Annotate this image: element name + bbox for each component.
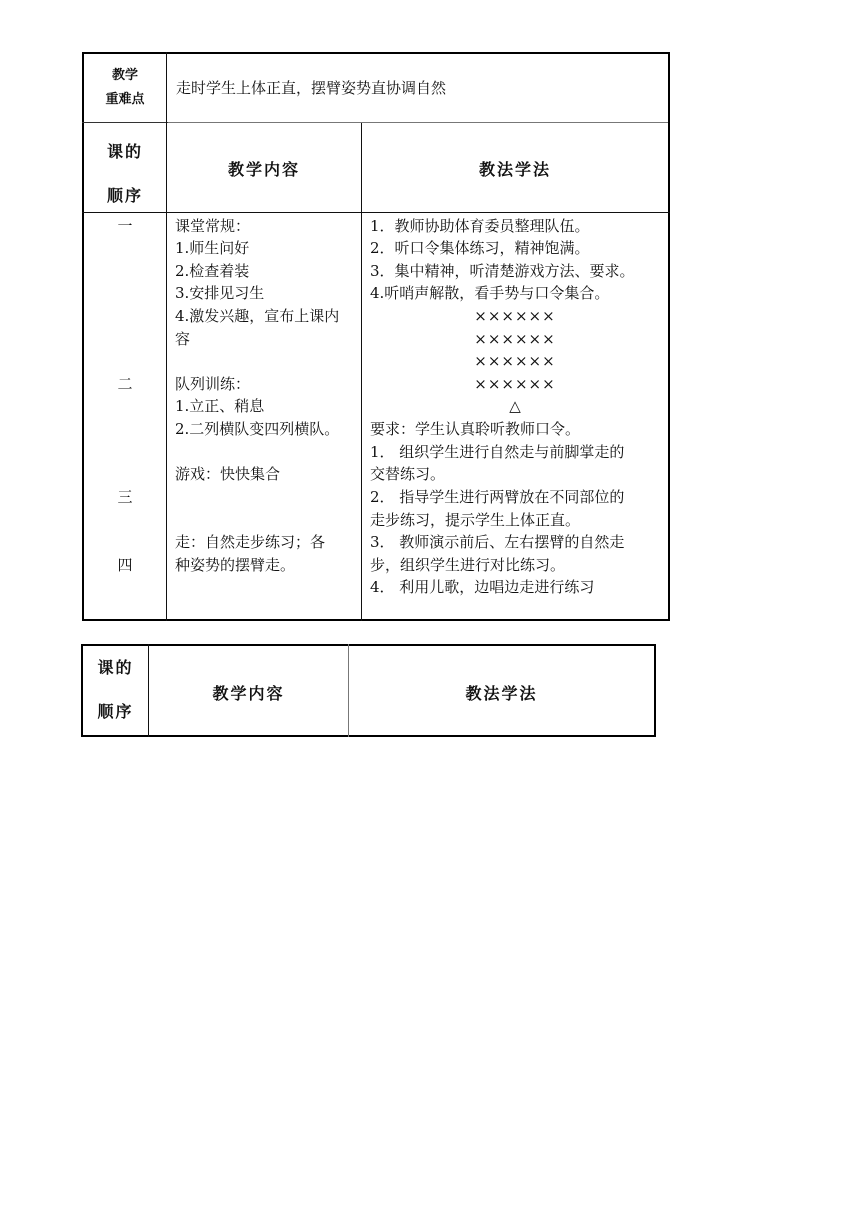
formation-row: ×××××× [474,375,556,393]
method-line: 2． 指导学生进行两臂放在不同部位的 [370,488,625,506]
order-item: 一 [117,217,133,235]
table-border-right [654,644,656,737]
key-difficulty-text: 走时学生上体正直，摆臂姿势直协调自然 [176,79,447,97]
method-line: 3．集中精神，听清楚游戏方法、要求。 [370,262,635,280]
key-difficulty-label-line1: 教学 [111,68,138,83]
method-line: 2．听口令集体练习，精神饱满。 [370,239,590,257]
content-line: 2.检查着装 [175,262,250,280]
content-header: 教学内容 [212,684,285,703]
table-border-right [668,52,670,621]
method-header: 教法学法 [465,684,538,703]
content-line: 4.激发兴趣，宣布上课内 [175,307,340,325]
order-header-line2: 顺序 [106,186,143,205]
order-item: 二 [117,375,133,393]
table-border-bottom [82,619,670,621]
formation-row: ×××××× [474,307,556,325]
table-border-top [82,52,670,54]
content-line: 走：自然走步练习；各 [175,533,326,551]
method-line: 4.听哨声解散，看手势与口令集合。 [370,284,610,302]
table-border-bottom [81,735,656,737]
key-difficulty-label [84,64,166,112]
method-line: 步，组织学生进行对比练习。 [370,556,566,574]
column-divider [361,123,362,621]
content-line: 游戏：快快集合 [175,465,281,483]
row-divider [166,122,668,123]
method-line: 要求：学生认真聆听教师口令。 [370,420,581,438]
method-line: 交替练习。 [370,465,446,483]
order-item: 三 [117,488,133,506]
table-border-top [81,644,656,646]
content-line: 3.安排见习生 [175,284,265,302]
formation-row: ×××××× [474,330,556,348]
content-line: 种姿势的摆臂走。 [175,556,296,574]
order-item: 四 [117,556,133,574]
content-line: 容 [175,330,191,348]
column-divider [166,52,167,621]
order-header-line1: 课的 [97,658,134,677]
order-header-line1: 课的 [106,142,143,161]
order-header-line2: 顺序 [97,702,134,721]
content-line: 2.二列横队变四列横队。 [175,420,340,438]
method-line: 4． 利用儿歌，边唱边走进行练习 [370,578,595,596]
method-line: 1． 组织学生进行自然走与前脚掌走的 [370,443,625,461]
teacher-triangle-icon: △ [509,397,521,415]
key-difficulty-label-line2: 重难点 [105,92,145,107]
order-header [84,130,166,218]
method-header: 教法学法 [478,160,551,179]
method-line: 1．教师协助体育委员整理队伍。 [370,217,590,235]
row-divider [82,122,168,123]
order-header [83,646,148,734]
content-header: 教学内容 [227,160,300,179]
method-line: 3． 教师演示前后、左右摆臂的自然走 [370,533,625,551]
content-line: 课堂常规： [175,217,251,235]
row-divider [82,212,670,213]
method-line: 走步练习，提示学生上体正直。 [370,511,581,529]
content-line: 1.师生问好 [175,239,250,257]
formation-row: ×××××× [474,352,556,370]
content-line: 队列训练： [175,375,251,393]
content-line: 1.立正、稍息 [175,397,265,415]
